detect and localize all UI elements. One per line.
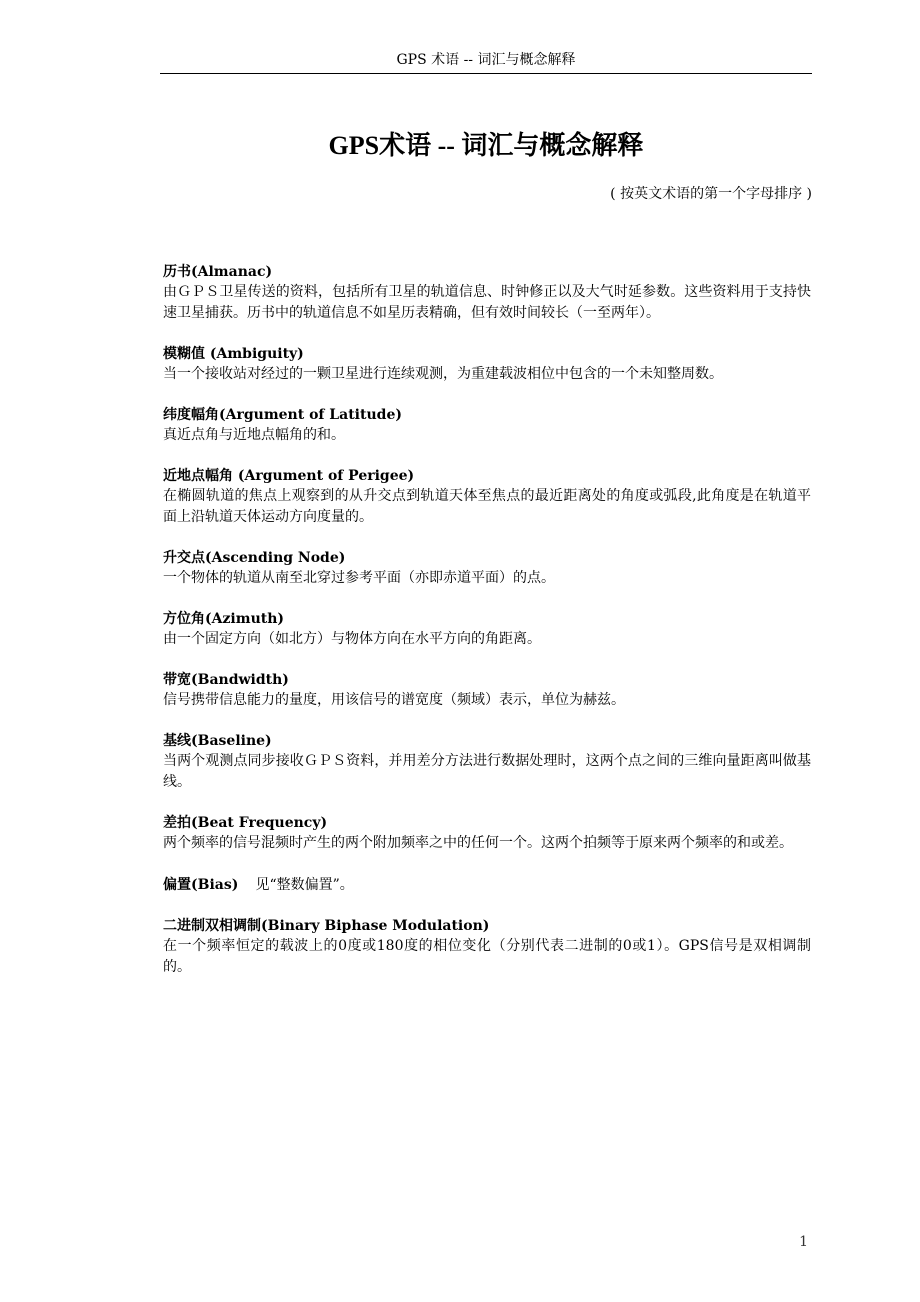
entry-binary-biphase-modulation	[163, 916, 811, 978]
entry-definition: 当两个观测点同步接收ＧＰＳ资料，并用差分方法进行数据处理时，这两个点之间的三维向量距离叫做基线。	[163, 753, 811, 790]
entry-azimuth	[163, 609, 811, 650]
entry-term: 偏置(Bias)	[163, 877, 239, 893]
entry-term: 带宽(Bandwidth)	[163, 672, 289, 688]
entry-definition: 由ＧＰＳ卫星传送的资料，包括所有卫星的轨道信息、时钟修正以及大气时延参数。这些资料用于支持快速卫星捕获。历书中的轨道信息不如星历表精确，但有效时间较长（一至两年）。	[163, 284, 811, 321]
entry-term: 方位角(Azimuth)	[163, 611, 285, 627]
document-subtitle: ( 按英文术语的第一个字母排序 )	[610, 186, 812, 202]
entry-term: 二进制双相调制(Binary Biphase Modulation)	[163, 918, 490, 934]
entry-definition: 信号携带信息能力的量度，用该信号的谱宽度（频域）表示，单位为赫兹。	[163, 692, 625, 708]
entry-beat-frequency	[163, 813, 811, 854]
page-header: GPS 术语 -- 词汇与概念解释	[396, 52, 576, 68]
page-number: 1	[799, 1234, 808, 1250]
entry-term: 纬度幅角(Argument of Latitude)	[163, 407, 402, 423]
entry-term: 历书(Almanac)	[163, 264, 273, 280]
entry-definition: 当一个接收站对经过的一颗卫星进行连续观测，为重建载波相位中包含的一个未知整周数。	[163, 366, 723, 382]
entry-definition: 一个物体的轨道从南至北穿过参考平面（亦即赤道平面）的点。	[163, 570, 555, 586]
entry-term: 差拍(Beat Frequency)	[163, 815, 328, 831]
entry-term: 升交点(Ascending Node)	[163, 550, 346, 566]
entry-definition: 两个频率的信号混频时产生的两个附加频率之中的任何一个。这两个拍频等于原来两个频率的和或差。	[163, 835, 793, 851]
entry-definition: 真近点角与近地点幅角的和。	[163, 427, 345, 443]
entry-ascending-node	[163, 548, 811, 589]
entry-term: 近地点幅角 (Argument of Perigee)	[163, 468, 415, 484]
entry-argument-of-latitude	[163, 405, 811, 446]
entry-definition: 在椭圆轨道的焦点上观察到的从升交点到轨道天体至焦点的最近距离处的角度或弧段,此角度是在轨道平面上沿轨道天体运动方向度量的。	[163, 488, 811, 525]
entry-argument-of-perigee	[163, 466, 811, 528]
entry-bandwidth	[163, 670, 811, 711]
entry-term: 基线(Baseline)	[163, 733, 272, 749]
glossary-entries	[163, 262, 811, 998]
document-title: GPS术语 -- 词汇与概念解释	[328, 131, 644, 160]
entry-almanac	[163, 262, 811, 324]
entry-baseline	[163, 731, 811, 793]
entry-bias	[163, 874, 811, 896]
entry-ambiguity	[163, 344, 811, 385]
entry-term: 模糊值 (Ambiguity)	[163, 346, 304, 362]
header-rule	[160, 73, 812, 74]
entry-definition: 见“整数偏置”。	[255, 877, 354, 893]
entry-definition: 在一个频率恒定的载波上的0度或180度的相位变化（分别代表二进制的0或1）。GPS信号是双相调制的。	[163, 938, 811, 975]
entry-definition: 由一个固定方向（如北方）与物体方向在水平方向的角距离。	[163, 631, 541, 647]
